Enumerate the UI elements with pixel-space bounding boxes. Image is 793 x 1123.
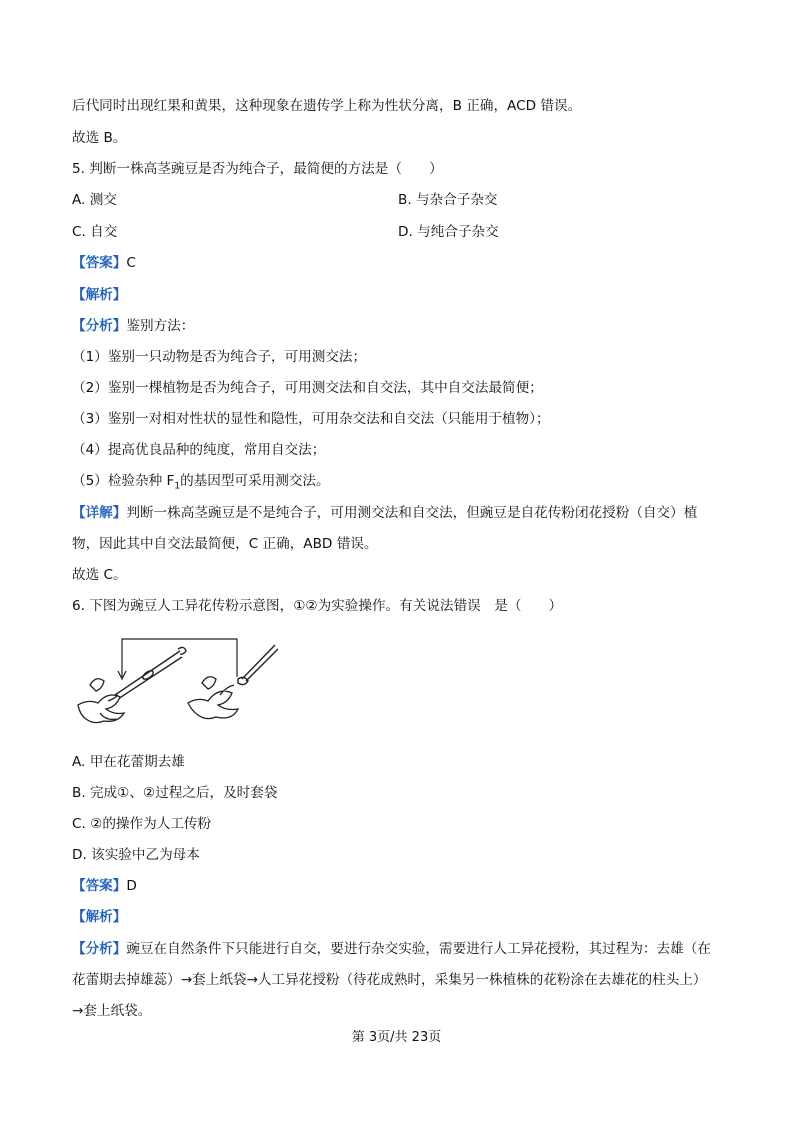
method-text: （5）检验杂种 F [72,473,175,489]
answer-line [72,253,136,273]
analysis-line: 花蕾期去掉雄蕊）→套上纸袋→人工异花授粉（待花成熟时，采集另一株植株的花粉涂在去雄花的柱头上） [72,972,707,988]
analysis-heading [72,285,126,305]
option-b: B. 完成①、②过程之后，及时套袋 [72,785,278,801]
answer-tag: 【答案】 [72,255,127,271]
text-line: 后代同时出现红果和黄果，这种现象在遗传学上称为性状分离，B 正确，ACD 错误。 [72,98,582,114]
option-d: D. 该实验中乙为母本 [72,847,200,863]
option-c: C. 自交 [72,224,118,240]
page-footer: 第 3页/共 23页 [351,1030,442,1045]
method-text: 的基因型可采用测交法。 [180,473,330,489]
option-b: B. 与杂合子杂交 [398,192,498,208]
analysis-heading [72,907,126,927]
answer-value: D [126,878,137,894]
option-c: C. ②的操作为人工传粉 [72,816,212,832]
method-item: （1）鉴别一只动物是否为纯合子，可用测交法； [72,349,367,365]
analysis-line [72,316,194,336]
question-5: 5. 判断一株高茎豌豆是否为纯合子，最简便的方法是（ ） [72,161,443,177]
detail-text: 判断一株高茎豌豆是不是纯合子，可用测交法和自交法，但豌豆是自花传粉闭花授粉（自交）植 [126,505,698,521]
question-6: 6. 下图为豌豆人工异花传粉示意图，①②为实验操作。有关说法错误 是（ ） [72,598,563,614]
fenxi-tag: 【分析】 [72,318,127,334]
answer-value: C [126,255,136,271]
analysis-tag: 【解析】 [72,909,127,925]
text-line: 故选 B。 [72,130,127,146]
fenxi-text: 豌豆在自然条件下只能进行自交，要进行杂交实验，需要进行人工异花授粉，其过程为：去雄（在 [126,941,711,957]
option-d: D. 与纯合子杂交 [398,224,499,240]
fenxi-text: 鉴别方法： [126,318,195,334]
analysis-line: →套上纸袋。 [72,1003,152,1019]
analysis-line [72,939,711,959]
subscript: 1 [174,481,181,492]
answer-tag: 【答案】 [72,878,127,894]
method-item [72,471,330,497]
text-line: 故选 C。 [72,567,127,583]
detail-tag: 【详解】 [72,505,127,521]
pollination-diagram [70,617,295,742]
option-a: A. 甲在花蕾期去雄 [72,754,185,770]
answer-line [72,876,137,896]
fenxi-tag: 【分析】 [72,941,127,957]
detail-line [72,503,697,523]
method-item: （3）鉴别一对相对性状的显性和隐性，可用杂交法和自交法（只能用于植物）； [72,411,550,427]
analysis-tag: 【解析】 [72,287,127,303]
method-item: （2）鉴别一棵植物是否为纯合子，可用测交法和自交法，其中自交法最简便； [72,380,543,396]
option-a: A. 测交 [72,192,117,208]
method-item: （4）提高优良品种的纯度，常用自交法； [72,442,326,458]
detail-line: 物，因此其中自交法最简便，C 正确，ABD 错误。 [72,536,378,552]
